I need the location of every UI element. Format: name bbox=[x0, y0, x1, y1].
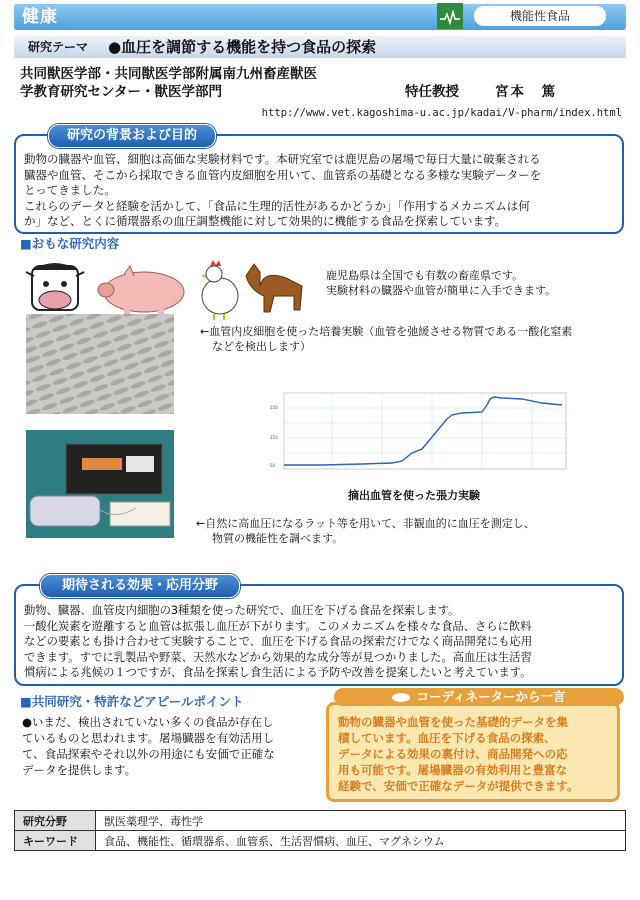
svg-text:150: 150 bbox=[270, 435, 278, 440]
organization-line-1: 共同獣医学部・共同獣医学部附属南九州畜産獣医 bbox=[20, 66, 317, 82]
horse-icon bbox=[246, 264, 302, 312]
research-field-value: 獣医薬理学、毒性学 bbox=[96, 811, 626, 831]
researcher-name: 宮本 篤 bbox=[495, 84, 557, 100]
speech-bubble-icon bbox=[392, 693, 410, 702]
table-row bbox=[15, 811, 626, 831]
coordinator-line: 用も可能です。屠場臓器の有効利用と豊富な bbox=[338, 763, 568, 777]
rat-note-1: ←自然に高血圧になるラット等を用いて、非観血的に血圧を測定し、 bbox=[196, 517, 535, 530]
background-line: か」など、とくに循環器系の血圧調整機能に対して効果的に機能する食品を探索しています。 bbox=[24, 214, 507, 228]
cell-note-2: などを検出します） bbox=[212, 340, 311, 353]
endothelial-cell-photo bbox=[26, 314, 174, 414]
appeal-line: ているものと思われます。屠場臓器を有効活用し bbox=[22, 731, 275, 745]
svg-text:50: 50 bbox=[270, 463, 276, 468]
effects-line: できます。すでに乳製品や野菜、天然水などから効果的な成分等が見つかりました。高血圧は生活習 bbox=[24, 650, 532, 664]
keyword-table bbox=[14, 810, 626, 851]
background-text bbox=[24, 152, 620, 230]
cell-note-1: ←血管内皮細胞を使った培養実験（血管を弛緩させる物質である一酸化窒素 bbox=[200, 325, 573, 338]
blood-pressure-apparatus-photo bbox=[26, 430, 174, 538]
appeal-line: ●いまだ、検出されていない多くの食品が存在し bbox=[22, 715, 274, 729]
effects-line: 動物、臓器、血管皮内細胞の3種類を使った研究で、血圧を下げる食品を探索します。 bbox=[24, 604, 460, 617]
animals-note-2: 実験材料の臓器や血管が簡単に入手できます。 bbox=[326, 284, 557, 297]
appeal-text bbox=[22, 714, 312, 778]
pig-icon bbox=[98, 266, 184, 316]
heart-rate-icon bbox=[437, 3, 463, 29]
category-label: 健康 bbox=[22, 7, 58, 27]
appeal-line: て、食品探索やそれ以外の用途にも安価で正確な bbox=[22, 747, 275, 761]
coordinator-heading bbox=[334, 688, 624, 706]
animals-note-1: 鹿児島県は全国でも有数の畜産県です。 bbox=[326, 269, 524, 282]
coordinator-text bbox=[338, 714, 608, 794]
research-heading: ■おもな研究内容 bbox=[20, 236, 120, 251]
svg-text:250: 250 bbox=[270, 405, 278, 410]
cow-icon bbox=[26, 263, 84, 310]
rat-note-2: 物質の機能性を調べます。 bbox=[212, 532, 344, 545]
coordinator-line: 経験で、安価で正確なデータが提供できます。 bbox=[338, 779, 579, 793]
keywords-value: 食品、機能性、循環器系、血管系、生活習慣病、血圧、マグネシウム bbox=[96, 831, 626, 851]
category-tag: 機能性食品 bbox=[474, 6, 606, 26]
research-field-label: 研究分野 bbox=[15, 811, 96, 831]
organization-line-2: 学教育研究センター・獣医学部門 bbox=[20, 84, 222, 100]
appeal-line: データを提供します。 bbox=[22, 763, 137, 777]
chicken-icon bbox=[201, 260, 238, 320]
coordinator-line: データによる効果の裏付け、商品開発への応 bbox=[338, 747, 568, 761]
livestock-illustrations bbox=[24, 256, 314, 320]
theme-title: ●血圧を調節する機能を持つ食品の探索 bbox=[108, 38, 377, 56]
background-line: これらのデータと経験を活かして、「食品に生理的活性があるかどうか」「作用するメカニズムは何 bbox=[24, 198, 530, 213]
effects-heading: 期待される効果・応用分野 bbox=[40, 574, 240, 598]
graph-caption: 摘出血管を使った張力実験 bbox=[348, 489, 480, 502]
coordinator-line: 積しています。血圧を下げる食品の探索、 bbox=[338, 731, 556, 745]
researcher-title: 特任教授 bbox=[405, 84, 459, 100]
background-heading: 研究の背景および目的 bbox=[48, 124, 216, 148]
lab-url-link[interactable]: http://www.vet.kagoshima-u.ac.jp/kadai/V-pharm/index.html bbox=[261, 107, 622, 119]
background-line: 動物の臓器や血管、細胞は高価な実験材料です。本研究室では鹿児島の屠場で毎日大量に破棄される bbox=[24, 152, 541, 166]
table-row bbox=[15, 831, 626, 851]
effects-text bbox=[24, 603, 620, 681]
effects-line: 一酸化炭素を遊離すると血管は拡張し血圧が下がります。このメカニズムを様々な食品、さらに飲料 bbox=[24, 619, 532, 633]
coordinator-line: 動物の臓器や血管を使った基礎的データを集 bbox=[338, 715, 568, 729]
appeal-heading: ■共同研究・特許などアピールポイント bbox=[20, 694, 244, 709]
effects-line: などの要素とも掛け合わせて実験することで、血圧を下げる食品の探索だけでなく商品開発にも応用 bbox=[24, 635, 533, 648]
keywords-label: キーワード bbox=[15, 831, 96, 851]
tension-experiment-graph bbox=[262, 385, 572, 485]
theme-label: 研究テーマ bbox=[28, 40, 89, 54]
effects-line: 慣病による兆候の１つですが、食品を探索し食生活による予防や改善を提案したいと考えています。 bbox=[24, 666, 532, 679]
background-line: 臓器や血管、そこから採取できる血管内皮細胞を用いて、血管系の基礎となる多様な実験データーを bbox=[24, 167, 542, 182]
coordinator-heading-label: コーディネーターから一言 bbox=[416, 689, 566, 704]
background-line: とってきました。 bbox=[24, 183, 116, 197]
